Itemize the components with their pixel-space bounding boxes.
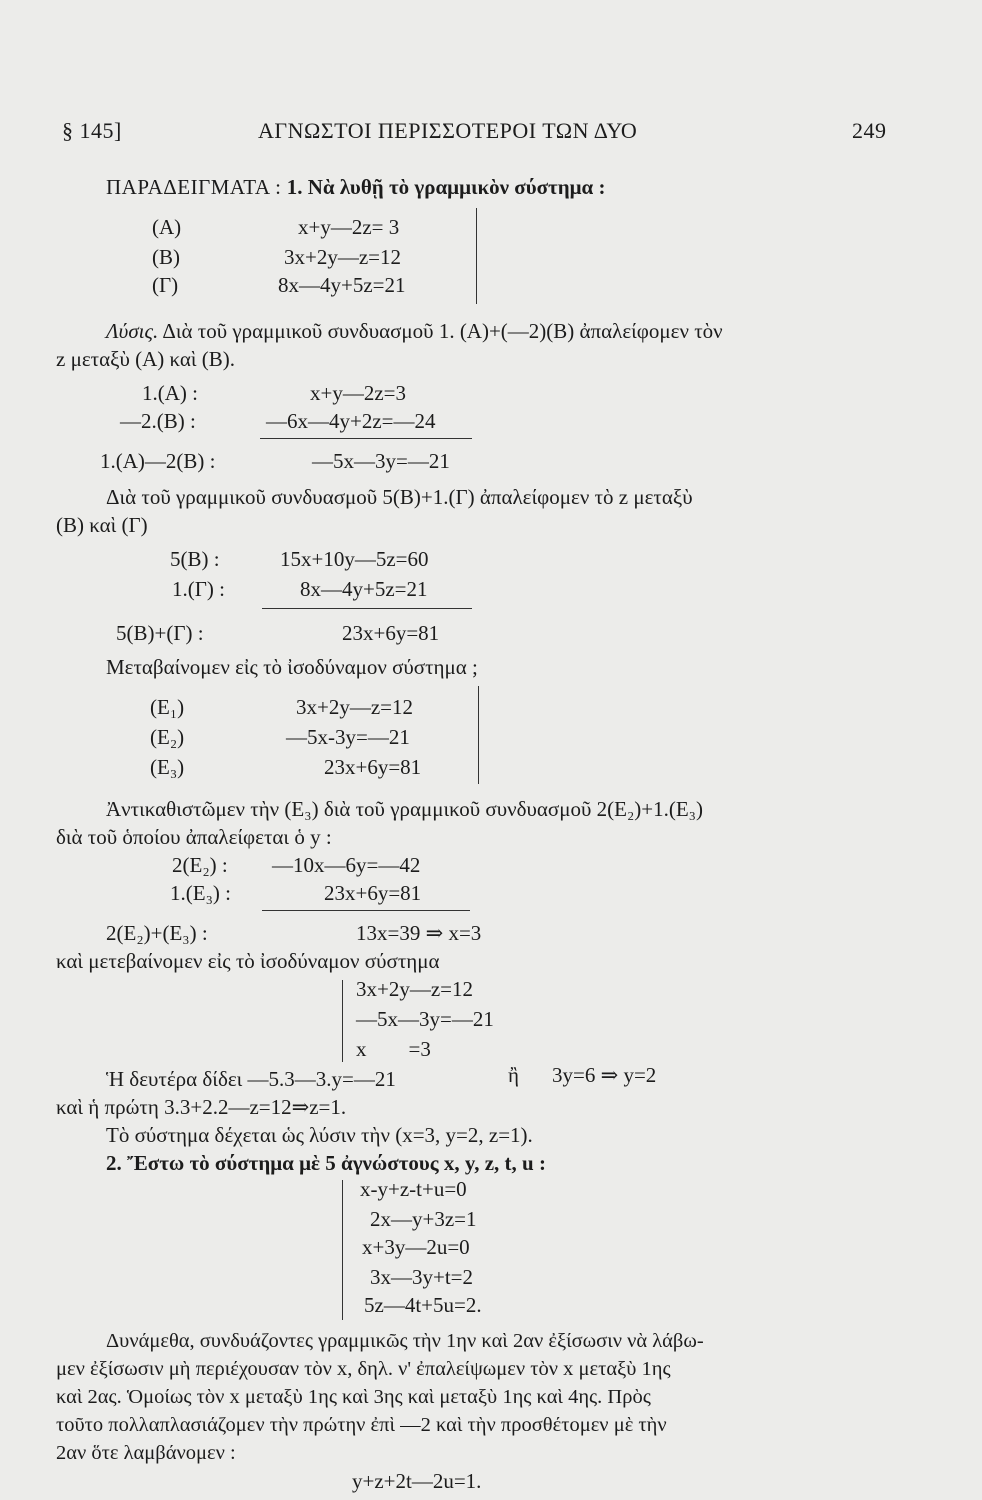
ex2-system-brace — [342, 1180, 343, 1320]
example-1-heading: 1. Νὰ λυθῇ τὸ γραμμικὸν σύστημα : — [286, 175, 606, 199]
ex2-result: y+z+2t—2u=1. — [352, 1469, 482, 1493]
comb2-rule — [262, 608, 472, 609]
text-6-part-2: ἢ — [508, 1063, 519, 1087]
final-system-brace — [342, 980, 343, 1062]
ex2-system-eq-2: 2x—y+3z=1 — [370, 1207, 477, 1231]
solution-line-2: z μεταξὺ (Α) καὶ (Β). — [56, 347, 236, 371]
text-6-part-3: 3y=6 ⇒ y=2 — [552, 1063, 657, 1087]
final-system-eq-1: 3x+2y—z=12 — [356, 977, 474, 1001]
comb2-label-2: 1.(Γ) : — [172, 577, 225, 601]
ex2-system-eq-1: x-y+z-t+u=0 — [360, 1177, 467, 1201]
comb3-result-label: 2(Ε₂)+(Ε₃) : — [106, 921, 208, 945]
ex2-para-line-5: 2αν ὅτε λαμβάνομεν : — [56, 1442, 236, 1464]
comb3-result-eq: 13x=39 ⇒ x=3 — [356, 921, 482, 945]
ex2-system-eq-5: 5z—4t+5u=2. — [364, 1293, 482, 1317]
page-number: 249 — [852, 118, 887, 143]
example-2-heading: 2. Ἔστω τὸ σύστημα μὲ 5 ἀγνώστους x, y, z, t, u : — [106, 1151, 546, 1175]
comb3-label-1: 2(Ε₂) : — [172, 853, 228, 877]
system-label-b: (Β) — [152, 245, 180, 269]
text-2-line-2: (Β) καὶ (Γ) — [56, 513, 148, 537]
comb1-rule — [260, 438, 472, 439]
system-eq-g: 8x—4y+5z=21 — [278, 273, 406, 297]
system-label-g: (Γ) — [152, 273, 179, 297]
comb3-eq-2: 23x+6y=81 — [324, 881, 422, 905]
solution-text: Διὰ τοῦ γραμμικοῦ συνδυασμοῦ 1. (Α)+(—2)(Β) ἀπαλείφομεν τὸν — [162, 319, 723, 343]
final-system-eq-2: —5x—3y=—21 — [356, 1007, 494, 1031]
comb2-eq-1: 15x+10y—5z=60 — [280, 547, 429, 571]
comb3-label-2: 1.(Ε₃) : — [170, 881, 231, 905]
system-e-label-3: (Ε₃) — [150, 755, 185, 779]
text-6-part-1: Ἡ δευτέρα δίδει —5.3—3.y=—21 — [106, 1067, 396, 1091]
comb3-eq-1: —10x—6y=—42 — [272, 853, 421, 877]
comb2-result-label: 5(Β)+(Γ) : — [116, 621, 204, 645]
system-brace — [476, 208, 477, 304]
examples-heading — [106, 174, 606, 200]
ex2-para-line-4: τοῦτο πολλαπλασιάζομεν τὴν πρώτην ἐπὶ —2 καὶ τὴν προσθέτομεν μὲ τὴν — [56, 1414, 667, 1436]
system-e-label-1: (Ε₁) — [150, 695, 185, 719]
comb1-eq-1: x+y—2z=3 — [310, 381, 407, 405]
system-e-eq-3: 23x+6y=81 — [324, 755, 422, 779]
ex2-para-line-2: μεν ἐξίσωσιν μὴ περιέχουσαν τὸν x, δηλ. ν' ἐπαλείψωμεν τὸν x μεταξὺ 1ης — [56, 1358, 671, 1380]
ex2-system-eq-4: 3x—3y+t=2 — [370, 1265, 474, 1289]
comb2-label-1: 5(Β) : — [170, 547, 220, 571]
text-7: καὶ ἡ πρώτη 3.3+2.2—z=12⇒z=1. — [56, 1095, 347, 1119]
system-e-eq-2: —5x-3y=—21 — [286, 725, 410, 749]
ex2-para-line-1: Δυνάμεθα, συνδυάζοντες γραμμικῶς τὴν 1ην καὶ 2αν ἐξίσωσιν νὰ λάβω- — [106, 1330, 704, 1352]
system-eq-a: x+y—2z= 3 — [298, 215, 400, 239]
section-number: § 145] — [62, 118, 122, 143]
solution-line-1 — [106, 318, 723, 344]
comb2-result-eq: 23x+6y=81 — [342, 621, 440, 645]
text-2-line-1: Διὰ τοῦ γραμμικοῦ συνδυασμοῦ 5(Β)+1.(Γ) ἀπαλείφομεν τὸ z μεταξὺ — [106, 485, 693, 509]
comb1-result-label: 1.(Α)—2(Β) : — [100, 449, 216, 473]
text-5: καὶ μετεβαίνομεν εἰς τὸ ἰσοδύναμον σύστημα — [56, 949, 440, 973]
examples-heading-caps: ΠΑΡΑΔΕΙΓΜΑΤΑ : — [106, 175, 282, 199]
final-system-eq-3: x =3 — [356, 1037, 431, 1061]
text-4-line-1: Ἀντικαθιστῶμεν τὴν (Ε₃) διὰ τοῦ γραμμικοῦ συνδυασμοῦ 2(Ε₂)+1.(Ε₃) — [106, 797, 703, 821]
text-4-line-2: διὰ τοῦ ὁποίου ἀπαλείφεται ὁ y : — [56, 825, 332, 849]
ex2-system-eq-3: x+3y—2u=0 — [362, 1235, 470, 1259]
system-e-brace — [478, 686, 479, 784]
comb1-eq-2: —6x—4y+2z=—24 — [266, 409, 436, 433]
comb3-rule — [262, 910, 470, 911]
comb1-result-eq: —5x—3y=—21 — [312, 449, 450, 473]
system-e-eq-1: 3x+2y—z=12 — [296, 695, 414, 719]
text-3: Μεταβαίνομεν εἰς τὸ ἰσοδύναμον σύστημα ; — [106, 655, 478, 679]
ex2-para-line-3: καὶ 2ας. Ὁμοίως τὸν x μεταξὺ 1ης καὶ 3ης καὶ μεταξὺ 1ης καὶ 4ης. Πρὸς — [56, 1386, 651, 1408]
comb1-label-2: —2.(Β) : — [120, 409, 196, 433]
text-8: Τὸ σύστημα δέχεται ὡς λύσιν τὴν (x=3, y=2, z=1). — [106, 1123, 533, 1147]
system-e-label-2: (Ε₂) — [150, 725, 185, 749]
comb1-label-1: 1.(Α) : — [142, 381, 198, 405]
system-label-a: (Α) — [152, 215, 182, 239]
solution-label: Λύσις. — [106, 319, 159, 343]
comb2-eq-2: 8x—4y+5z=21 — [300, 577, 428, 601]
running-title: ΑΓΝΩΣΤΟΙ ΠΕΡΙΣΣΟΤΕΡΟΙ ΤΩΝ ΔΥΟ — [258, 118, 638, 143]
system-eq-b: 3x+2y—z=12 — [284, 245, 402, 269]
